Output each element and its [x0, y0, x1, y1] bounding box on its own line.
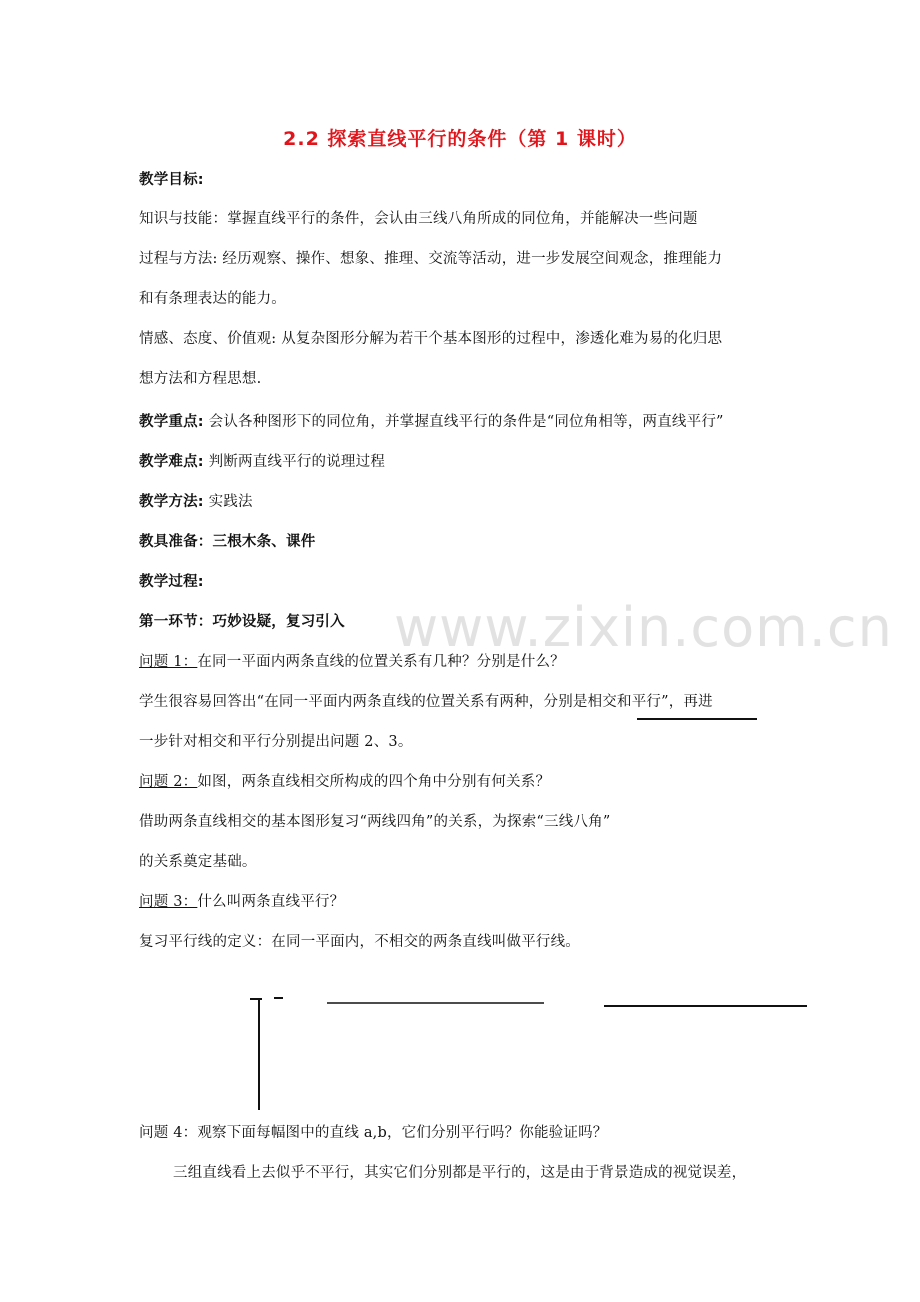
question-2-label: 问题 2：: [139, 774, 198, 790]
knowledge-objective: 知识与技能：掌握直线平行的条件，会认由三线八角所成的同位角，并能解决一些问题: [139, 211, 698, 227]
key-point-label: 教学重点:: [139, 414, 204, 430]
teaching-tools: 教具准备：三根木条、课件: [139, 534, 316, 550]
review-line-2: 的关系奠定基础。: [139, 854, 257, 870]
lesson-title: 2.2 探索直线平行的条件（第 1 课时）: [283, 128, 637, 150]
objectives-heading: 教学目标:: [139, 172, 204, 188]
procedure-heading: 教学过程:: [139, 574, 204, 590]
conclusion-line: 三组直线看上去似乎不平行，其实它们分别都是平行的，这是由于背景造成的视觉误差，: [173, 1165, 747, 1181]
review-line-1: 借助两条直线相交的基本图形复习“两线四角”的关系，为探索“三线八角”: [139, 814, 611, 830]
process-objective-line-2: 和有条理表达的能力。: [139, 291, 286, 307]
difficulty-label: 教学难点:: [139, 454, 204, 470]
question-1-text: 在同一平面内两条直线的位置关系有几种？分别是什么？: [197, 654, 565, 670]
question-4: 问题 4：观察下面每幅图中的直线 a,b，它们分别平行吗？你能验证吗？: [139, 1125, 608, 1141]
answer-line-2: 一步针对相交和平行分别提出问题 2、3。: [139, 734, 413, 750]
method-label: 教学方法:: [139, 494, 204, 510]
question-3-label: 问题 3：: [139, 894, 198, 910]
question-1-label: 问题 1：: [139, 654, 198, 670]
key-point-text: 会认各种图形下的同位角，并掌握直线平行的条件是“同位角相等，两直线平行”: [203, 414, 724, 430]
method-text: 实践法: [203, 494, 253, 510]
emotion-objective-line-1: 情感、态度、价值观: 从复杂图形分解为若干个基本图形的过程中，渗透化难为易的化归思: [139, 331, 723, 347]
emotion-objective-line-2: 想方法和方程思想.: [139, 371, 262, 387]
watermark: www.zixin.com.cn: [394, 596, 893, 659]
difficulty-text: 判断两直线平行的说理过程: [203, 454, 386, 470]
question-2-text: 如图，两条直线相交所构成的四个角中分别有何关系？: [197, 774, 551, 790]
parallel-definition: 复习平行线的定义：在同一平面内，不相交的两条直线叫做平行线。: [139, 934, 580, 950]
answer-line-1: 学生很容易回答出“在同一平面内两条直线的位置关系有两种，分别是相交和平行”，再进: [139, 694, 713, 710]
question-3-text: 什么叫两条直线平行？: [197, 894, 345, 910]
process-objective-line-1: 过程与方法: 经历观察、操作、想象、推理、交流等活动，进一步发展空间观念，推理能力: [139, 251, 723, 267]
stage-one-heading: 第一环节：巧妙设疑，复习引入: [139, 614, 345, 630]
